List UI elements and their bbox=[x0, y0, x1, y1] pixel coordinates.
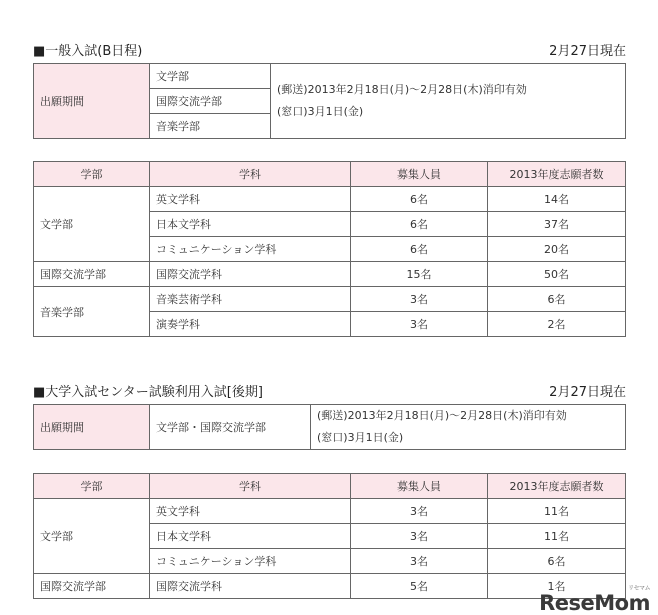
faculty-cell: 音楽学部 bbox=[150, 114, 271, 139]
quota-cell: 3名 bbox=[351, 499, 488, 524]
faculty-cell: 国際交流学部 bbox=[150, 89, 271, 114]
applicants-cell: 11名 bbox=[488, 524, 626, 549]
quota-cell: 3名 bbox=[351, 312, 488, 337]
table-header-row bbox=[34, 474, 626, 499]
applicants-cell: 6名 bbox=[488, 287, 626, 312]
table-row bbox=[34, 187, 626, 212]
faculty-cell: 国際交流学部 bbox=[34, 262, 150, 287]
dept-cell: 英文学科 bbox=[150, 499, 351, 524]
section2-date: 2月27日現在 bbox=[549, 385, 626, 400]
applicants-cell: 14名 bbox=[488, 187, 626, 212]
applicants-cell: 6名 bbox=[488, 549, 626, 574]
quota-cell: 6名 bbox=[351, 237, 488, 262]
section2-heading bbox=[33, 381, 626, 400]
dept-cell: 演奏学科 bbox=[150, 312, 351, 337]
dept-cell: 日本文学科 bbox=[150, 524, 351, 549]
quota-cell: 6名 bbox=[351, 212, 488, 237]
table-row bbox=[34, 287, 626, 312]
period-label: 出願期間 bbox=[34, 405, 150, 450]
applicants-cell: 2名 bbox=[488, 312, 626, 337]
quota-cell: 6名 bbox=[351, 187, 488, 212]
faculty-cell: 文学部 bbox=[34, 187, 150, 262]
column-header: 2013年度志願者数 bbox=[488, 474, 626, 499]
section1-date: 2月27日現在 bbox=[549, 44, 626, 59]
dept-cell: 音楽芸術学科 bbox=[150, 287, 351, 312]
period-line: (窓口)3月1日(金) bbox=[277, 105, 364, 118]
dept-cell: 日本文学科 bbox=[150, 212, 351, 237]
table-row bbox=[34, 262, 626, 287]
applicants-cell: 50名 bbox=[488, 262, 626, 287]
faculty-cell: 音楽学部 bbox=[34, 287, 150, 337]
faculty-cell: 文学部・国際交流学部 bbox=[150, 405, 311, 450]
section2-data-table bbox=[33, 473, 626, 599]
column-header: 募集人員 bbox=[351, 474, 488, 499]
section1-title: ■一般入試(B日程) bbox=[33, 44, 143, 59]
column-header: 学科 bbox=[150, 474, 351, 499]
quota-cell: 3名 bbox=[351, 287, 488, 312]
applicants-cell: 20名 bbox=[488, 237, 626, 262]
table-row bbox=[34, 499, 626, 524]
period-text bbox=[271, 64, 626, 139]
section2-period-table bbox=[33, 404, 626, 450]
period-text bbox=[311, 405, 626, 450]
section2-title: ■大学入試センター試験利用入試[後期] bbox=[33, 385, 263, 400]
section1-period-table bbox=[33, 63, 626, 139]
quota-cell: 15名 bbox=[351, 262, 488, 287]
section1-data-table bbox=[33, 161, 626, 337]
table-header-row bbox=[34, 162, 626, 187]
period-label: 出願期間 bbox=[34, 64, 150, 139]
column-header: 2013年度志願者数 bbox=[488, 162, 626, 187]
logo-subtext: リセマム bbox=[628, 585, 650, 592]
dept-cell: 英文学科 bbox=[150, 187, 351, 212]
faculty-cell: 文学部 bbox=[150, 64, 271, 89]
quota-cell: 3名 bbox=[351, 524, 488, 549]
faculty-cell: 国際交流学部 bbox=[34, 574, 150, 599]
quota-cell: 3名 bbox=[351, 549, 488, 574]
dept-cell: コミュニケーション学科 bbox=[150, 237, 351, 262]
column-header: 学科 bbox=[150, 162, 351, 187]
dept-cell: 国際交流学科 bbox=[150, 574, 351, 599]
period-line: (郵送)2013年2月18日(月)〜2月28日(木)消印有効 bbox=[317, 409, 567, 422]
column-header: 学部 bbox=[34, 162, 150, 187]
period-line: (郵送)2013年2月18日(月)〜2月28日(木)消印有効 bbox=[277, 83, 527, 96]
dept-cell: コミュニケーション学科 bbox=[150, 549, 351, 574]
logo-text: ReseMom bbox=[539, 591, 650, 615]
faculty-cell: 文学部 bbox=[34, 499, 150, 574]
column-header: 募集人員 bbox=[351, 162, 488, 187]
applicants-cell: 37名 bbox=[488, 212, 626, 237]
quota-cell: 5名 bbox=[351, 574, 488, 599]
applicants-cell: 1名 bbox=[488, 574, 626, 599]
table-row bbox=[34, 574, 626, 599]
section1-heading bbox=[33, 40, 626, 59]
column-header: 学部 bbox=[34, 474, 150, 499]
dept-cell: 国際交流学科 bbox=[150, 262, 351, 287]
applicants-cell: 11名 bbox=[488, 499, 626, 524]
period-line: (窓口)3月1日(金) bbox=[317, 431, 404, 444]
